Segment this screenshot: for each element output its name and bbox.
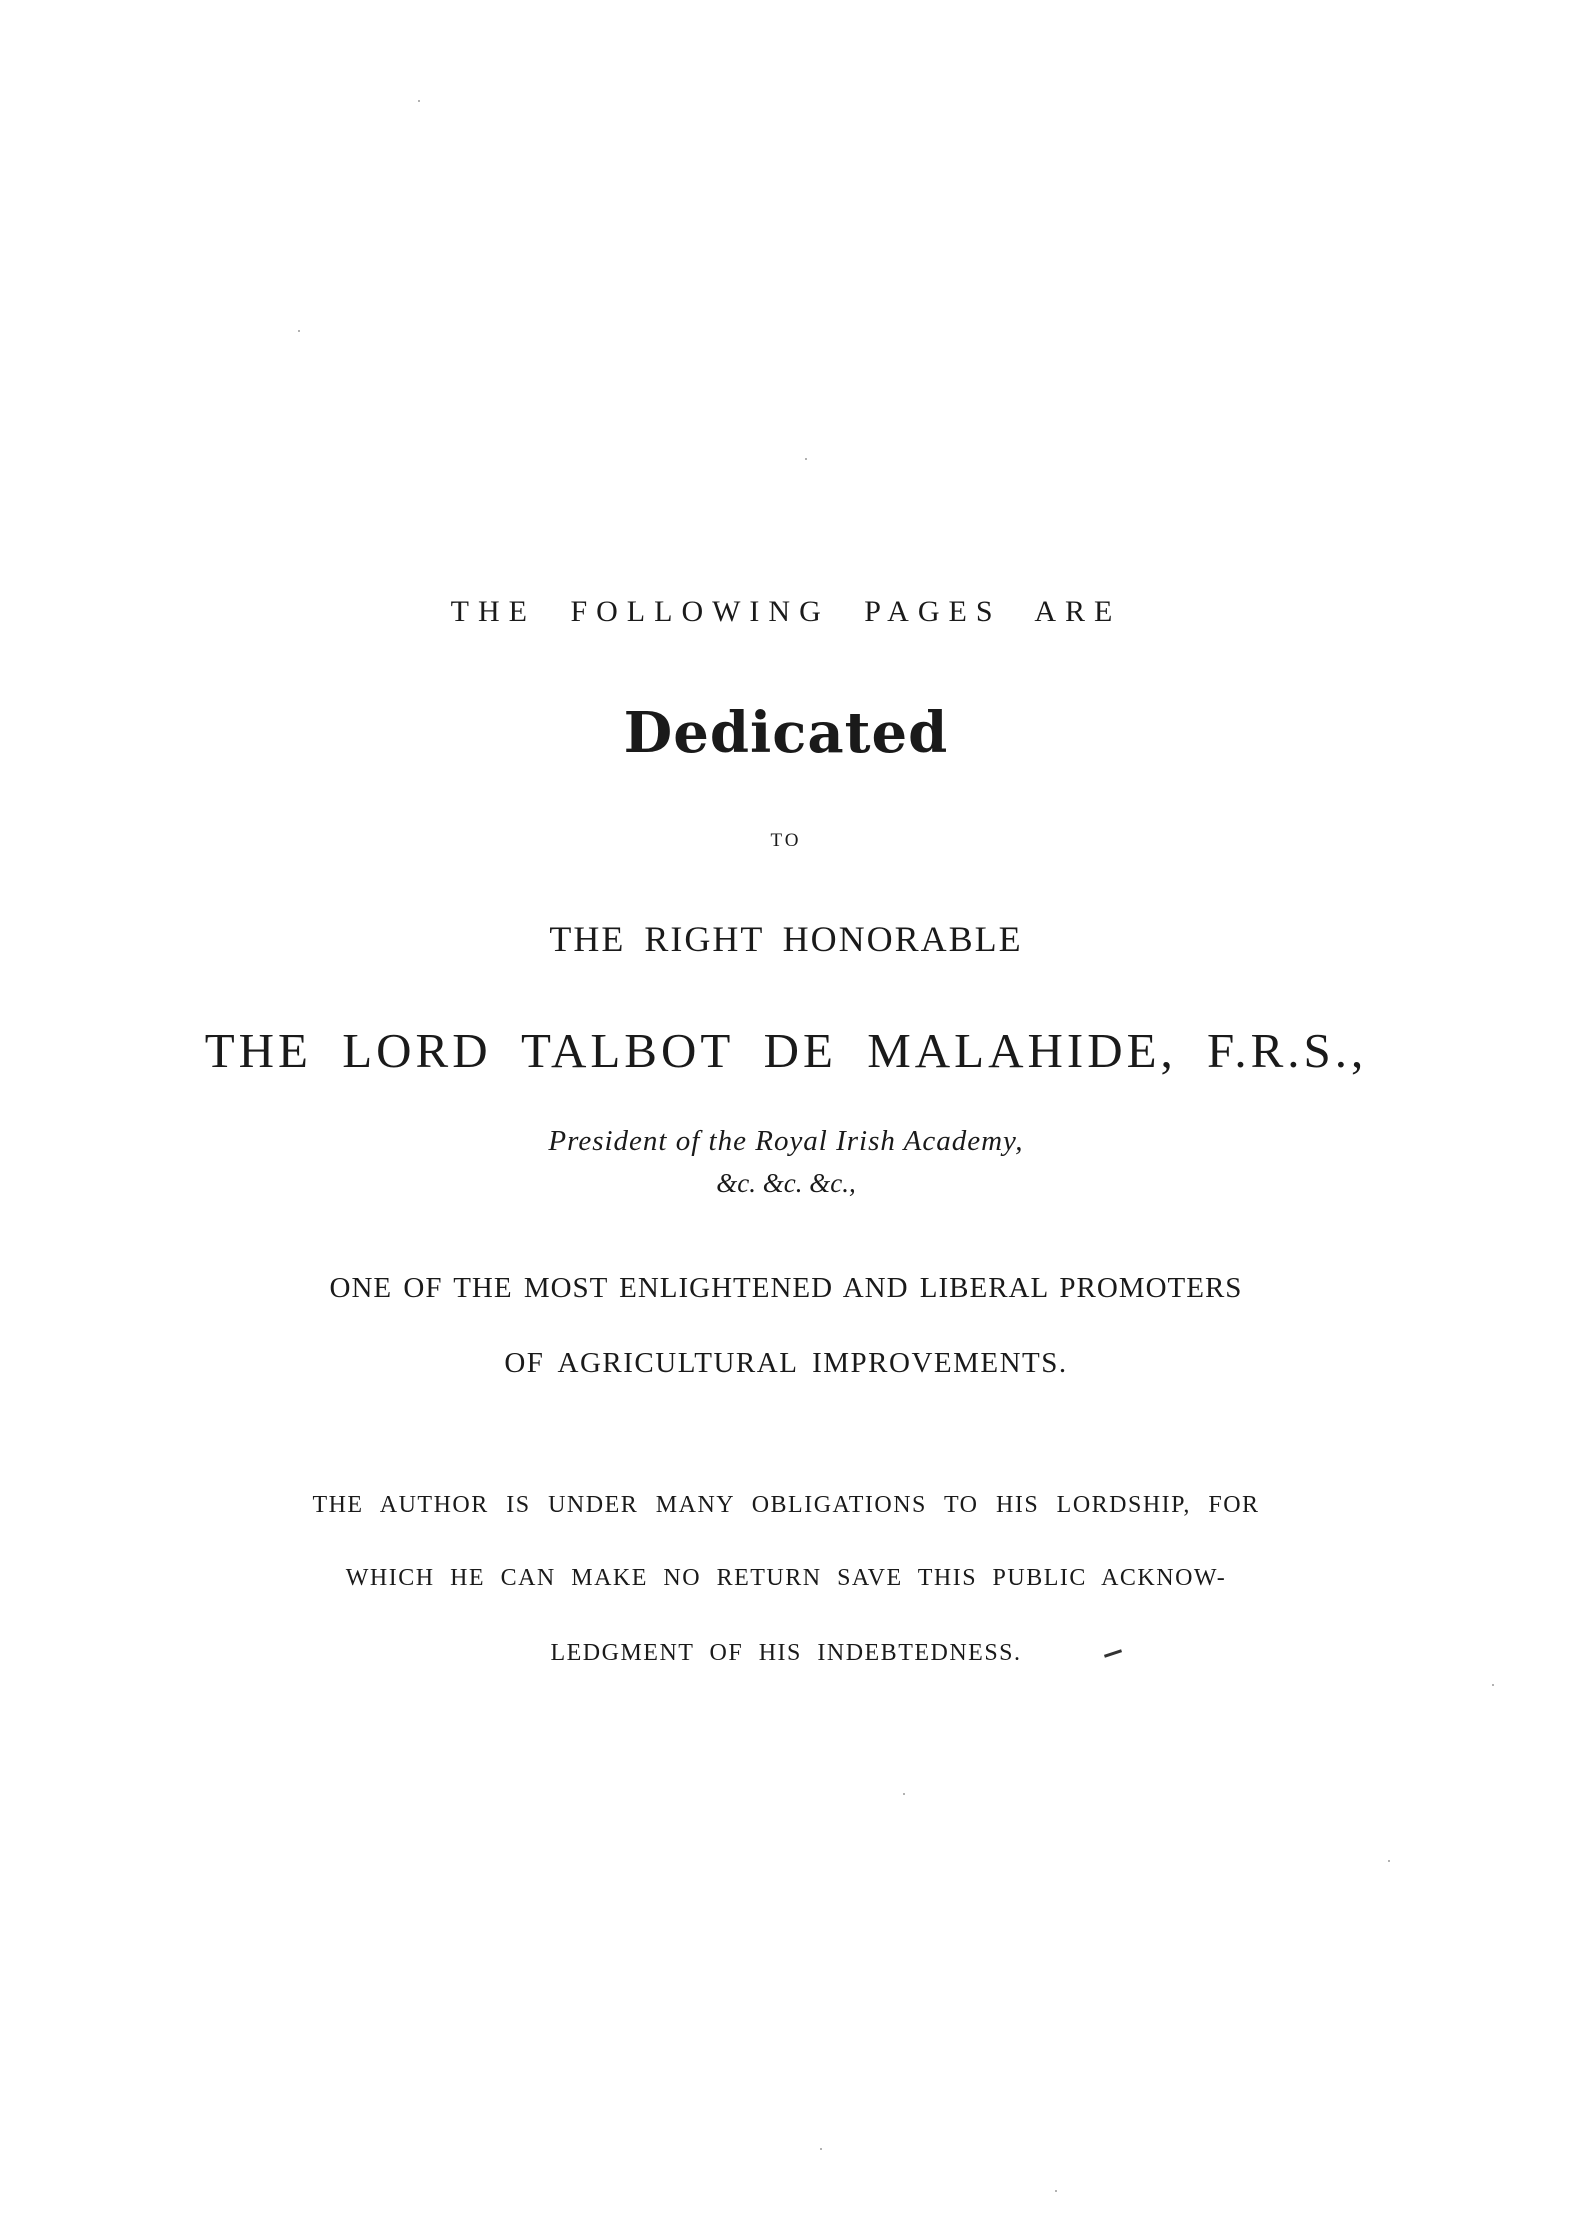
paper-speck: [1055, 2190, 1057, 2192]
etcetera-line: &c. &c. &c.,: [716, 1168, 856, 1198]
paper-speck: [903, 1793, 905, 1795]
honorific-line: THE RIGHT HONORABLE: [549, 919, 1023, 959]
opening-line: THE FOLLOWING PAGES ARE: [450, 595, 1122, 628]
description-line-1: ONE OF THE MOST ENLIGHTENED AND LIBERAL PROMOTERS: [329, 1272, 1243, 1304]
paper-speck: [1388, 1860, 1390, 1862]
paper-speck: [1492, 1684, 1494, 1686]
acknowledgment-line-1: THE AUTHOR IS UNDER MANY OBLIGATIONS TO HIS LORDSHIP, FOR: [312, 1492, 1260, 1518]
dedicatee-title: President of the Royal Irish Academy,: [548, 1125, 1024, 1157]
paper-speck: [418, 100, 420, 102]
paper-speck: [820, 2148, 822, 2150]
to-line: TO: [770, 830, 802, 851]
acknowledgment-line-2: WHICH HE CAN MAKE NO RETURN SAVE THIS PUBLIC ACKNOW-: [345, 1565, 1227, 1591]
acknowledgment-line-3: LEDGMENT OF HIS INDEBTEDNESS.: [550, 1640, 1022, 1666]
dedicated-heading: Dedicated: [623, 700, 949, 766]
dedicatee-name: THE LORD TALBOT DE MALAHIDE, F.R.S.,: [204, 1023, 1368, 1078]
description-line-2: OF AGRICULTURAL IMPROVEMENTS.: [504, 1347, 1068, 1379]
paper-speck: [298, 330, 300, 332]
paper-speck: [805, 458, 807, 460]
